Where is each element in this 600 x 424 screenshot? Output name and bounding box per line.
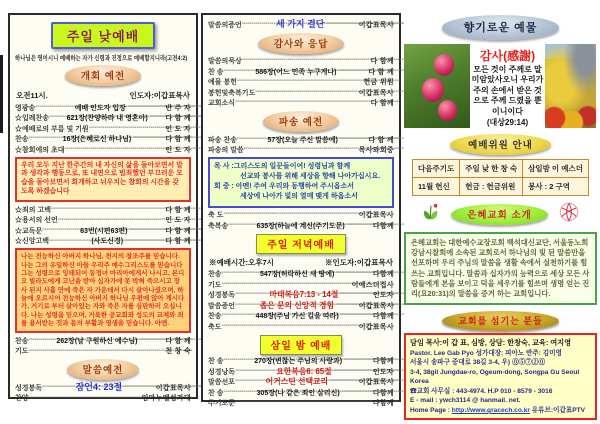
leader-dots xyxy=(223,67,253,77)
sending-section-row xyxy=(208,108,394,134)
fruit-shape xyxy=(434,54,454,76)
word-section-row xyxy=(15,356,191,382)
homepage-url: http://www.gracech.co.kr xyxy=(451,406,530,414)
leader-dots xyxy=(51,205,165,215)
service-line xyxy=(208,210,394,221)
line-right: 다 함 께 xyxy=(165,337,191,345)
service-leader: 인도자:이갑표목사 xyxy=(129,91,190,100)
table-cell: 삼일밤 이 예스더 xyxy=(523,159,589,177)
line-label: ☆예배로의 부름 및 기원 xyxy=(15,125,89,133)
time-leader-line xyxy=(16,90,190,101)
line-center: 270장(변찮는 주님의 사랑과) xyxy=(254,358,343,366)
evening-leader: ※인도자:이갑표목사 xyxy=(325,257,393,267)
church-intro-box: 은혜교회는 대한예수교장로회 백석대신교단, 서울동노회 강남시찰회에 소속된 교회로서 하나님의 빛 된 말씀만을 선포하며 우리 주님의 말씀을 생활 속에서 실천하기를 힘쓰는 교회입니다. 말씀과 십자가의 능력으로 세상 모든 사람들에게 본을 보이고 덕을 세우기를 힘쓰며 생명 얻는 진리(요20:31)의 말씀을 증거 하는 교회입니다. xyxy=(404,232,597,305)
confession-invitation-box: 우리 모두 지난 한주간의 내 자신의 삶을 돌아보면서 말과 생각과 행동으로, 또 내면으로 범죄했던 부끄러운 모습을 돌아보면서 회개하고 뉘우치는 참회의 시간을 갖도록 하겠습니다 xyxy=(15,157,191,203)
service-line xyxy=(208,19,394,30)
service-line xyxy=(208,98,394,109)
line-right: 다 함 께 xyxy=(368,68,395,76)
leader-dots xyxy=(29,134,61,144)
evening-service-row xyxy=(208,231,394,255)
opening-section-row xyxy=(15,62,191,88)
leader-dots xyxy=(347,221,373,231)
line-label: 파송 찬송 xyxy=(208,136,237,144)
line-center: 예배 인도자 입장 xyxy=(74,104,126,112)
line-label: 주기도문 xyxy=(208,400,236,408)
leader-dots xyxy=(336,301,359,311)
servants-title-row xyxy=(404,307,597,333)
line-label: 성경봉독 xyxy=(208,292,236,300)
line-label: 영광송 xyxy=(15,104,36,112)
line-label: 파송의 말씀 xyxy=(208,147,244,154)
leader-dots xyxy=(125,237,165,247)
line-center: 305장(나 같은 죄인 살리신) xyxy=(256,389,340,397)
line-label: ☆신앙고백 xyxy=(15,238,50,246)
info-panel xyxy=(404,13,597,413)
pastor-line: 담임 목사:이 갑 표, 심방, 상담: 한창숙, 교육: 여지영 xyxy=(410,338,572,348)
line-label: 찬송 xyxy=(15,337,29,345)
service-line xyxy=(208,398,394,409)
service-line xyxy=(208,311,394,322)
line-center: 요한복음6: 65절 xyxy=(276,366,332,376)
line-label: 찬송 xyxy=(15,136,29,143)
line-right: 다함께 xyxy=(372,389,394,397)
address-kr-line: 서울시 송파구 중대로 38길 3-4, 우) ⓪⑤⑦②⓪ xyxy=(410,359,545,367)
line-center: 16장(은혜로신 하나님) xyxy=(62,136,132,143)
line-right: 다함께 xyxy=(372,400,394,408)
table-cell: 다음주기도 xyxy=(413,159,460,177)
line-right: 다함께 xyxy=(372,358,394,366)
leader-dots xyxy=(222,311,254,321)
sermon-and-evening-panel xyxy=(201,13,401,408)
benediction-lines xyxy=(208,210,394,231)
leader-dots xyxy=(133,134,165,144)
leader-dots xyxy=(29,336,55,346)
line-right: 이갑표목사 xyxy=(358,89,394,97)
opening-section-header: 개회 예전 xyxy=(65,65,141,86)
leader-dots xyxy=(223,388,254,398)
thanks-section-row xyxy=(208,30,394,56)
service-line xyxy=(15,123,191,134)
address-en-line: 3-4, 38gil Jungdae-ro, Ogeum-dong, Songpa Gu Seoul Korea xyxy=(410,368,580,386)
committee-title-row xyxy=(404,128,597,158)
service-line xyxy=(15,236,191,247)
line-right: 인도자 xyxy=(372,368,394,376)
offering-title: 향기로운 예물 xyxy=(442,15,560,40)
line-label: 찬 송 xyxy=(208,68,224,76)
service-line xyxy=(208,356,394,367)
line-label: 말씀선포 xyxy=(208,379,236,387)
thanksgiving-reference: (대상29:14) xyxy=(486,117,529,127)
line-label: 봉헌및축복기도 xyxy=(208,89,256,97)
line-right: 다 함께 xyxy=(370,100,394,107)
leader-dots xyxy=(129,226,165,236)
service-line xyxy=(208,387,394,398)
fruit-photo xyxy=(404,44,470,128)
leader-dots xyxy=(237,77,364,87)
line-label: 성경봉독 xyxy=(15,384,43,392)
committee-title: 예배위원 안내 xyxy=(450,134,551,155)
service-line xyxy=(208,56,394,67)
word-section-header: 말씀예전 xyxy=(67,359,140,380)
line-label: ☆참회에의 초대 xyxy=(15,146,65,154)
worship-verse: 하나님은 영이시니 예배하는 자가 신령과 진정으로 예배할지니라(고전4:2) xyxy=(15,55,188,62)
leader-dots xyxy=(139,336,165,346)
leader-dots xyxy=(29,347,166,357)
leader-dots xyxy=(65,145,166,155)
line-label: 말씀증언 xyxy=(208,302,236,310)
line-right: 다함께 xyxy=(372,313,395,321)
line-center: (사도신경) xyxy=(91,238,124,246)
leader-dots xyxy=(58,216,166,226)
line-center: 448장(주님 가신 길을 따라) xyxy=(255,313,339,321)
leader-dots xyxy=(341,311,373,321)
service-line xyxy=(15,225,191,236)
leader-dots xyxy=(222,269,258,279)
leader-dots xyxy=(327,20,359,30)
line-right: 다함께 xyxy=(372,271,395,279)
line-label: ☆입례찬송 xyxy=(15,115,50,122)
wednesday-order-lines xyxy=(208,356,394,409)
line-right: 인도자 xyxy=(372,292,394,300)
line-right: 반 주 자 xyxy=(165,104,191,112)
line-right: 헌금 위원 xyxy=(363,79,394,86)
service-line xyxy=(15,393,191,404)
service-line xyxy=(15,346,191,357)
line-center: 세 가지 결단 xyxy=(276,18,325,29)
phone-line: ☎교회 사무실 : 443-4974. H.P 010 - 8579 - 3016 xyxy=(410,387,553,395)
confession-order-lines xyxy=(15,204,191,246)
line-right: 이갑표목사 xyxy=(155,384,192,392)
line-label: 축 도 xyxy=(208,212,224,220)
line-label: 축복송 xyxy=(208,222,229,230)
line-right: 다 함 께 xyxy=(165,115,191,122)
line-right: 이갑표목사 xyxy=(358,323,394,331)
service-line xyxy=(208,269,394,280)
servants-title: 교회를 섬기는 분들 xyxy=(442,311,559,331)
table-row xyxy=(413,159,589,177)
line-center: 마태복음7:13 - 14절 xyxy=(269,290,339,300)
line-center: 63번(시편63편) xyxy=(80,227,128,235)
youtube-label: 유튜브:이갑표PTV xyxy=(529,406,586,414)
leader-dots xyxy=(242,56,371,66)
fruit-shape xyxy=(438,100,457,121)
email-line: E - mail : ywch3114 @ hanmail. net. xyxy=(410,397,521,405)
thanksgiving-panel xyxy=(470,44,545,128)
table-cell: 주일 낮 한 창 숙 xyxy=(460,159,523,177)
leader-dots xyxy=(49,237,89,247)
line-label: ☆교독문 xyxy=(15,227,43,235)
leader-dots xyxy=(235,377,264,387)
leader-dots xyxy=(342,388,373,398)
leader-dots xyxy=(235,98,371,108)
thanks-section-header: 감사와 응답 xyxy=(258,33,345,54)
line-center: 586장(어느 민족 누구게나) xyxy=(255,68,337,76)
offering-title-row xyxy=(404,13,597,44)
line-center: 262장(날 구원하신 예수님) xyxy=(56,337,138,345)
line-label: 말씀의증언 xyxy=(208,21,242,29)
leader-dots xyxy=(222,322,359,332)
offering-photos xyxy=(404,44,596,128)
leader-dots xyxy=(223,210,358,220)
wednesday-service-row xyxy=(208,332,394,356)
leader-dots xyxy=(244,145,359,155)
plant-icon xyxy=(421,202,441,227)
leader-dots xyxy=(242,20,274,30)
leader-dots xyxy=(29,394,142,404)
leader-dots xyxy=(35,103,72,113)
service-line xyxy=(15,113,191,124)
line-right: 천 창 숙 xyxy=(165,348,191,356)
leader-dots xyxy=(336,269,372,279)
line-center: 어거스틴 선택교리 xyxy=(265,377,329,387)
line-center: 좁은 문의 신앙적 경험 xyxy=(259,300,335,310)
leader-dots xyxy=(228,221,254,231)
line-right: 다 함 께 xyxy=(165,136,191,143)
line-right: 다 함께 xyxy=(370,58,394,65)
line-right: 인 도 자 xyxy=(165,125,191,133)
line-label: 찬송 xyxy=(208,313,222,321)
table-cell: 봉사 : 2 구역 xyxy=(523,177,589,195)
line-label: 말씀의묵상 xyxy=(208,58,242,65)
charge-line: 목 사 :그리스도의 일꾼들이여! 성령님과 함께 xyxy=(214,163,351,170)
line-center: 621장(찬양하라 내 영혼아) xyxy=(66,115,148,122)
sunday-day-service-panel xyxy=(8,13,198,403)
table-row xyxy=(413,177,589,195)
line-right: 이갑표목사 xyxy=(358,302,395,310)
line-right: 다 함 께 xyxy=(165,238,191,246)
leader-dots xyxy=(255,88,358,98)
line-right: 인 도 자 xyxy=(165,217,191,225)
leader-dots xyxy=(237,135,265,145)
line-label: 찬 송 xyxy=(208,389,224,397)
hymn-prayer-lines xyxy=(15,335,191,356)
line-right: 다 함 께 xyxy=(368,136,394,144)
service-line xyxy=(208,300,394,311)
service-line xyxy=(15,102,191,113)
service-line xyxy=(208,87,394,98)
leader-dots xyxy=(235,301,258,311)
leader-dots xyxy=(42,383,74,393)
line-center: 잠언4: 23절 xyxy=(75,381,123,392)
charge-line: 회 중 : 아멘! 주여 우리와 동행하여 주시옵소서 xyxy=(214,183,354,191)
service-line xyxy=(208,220,394,231)
leader-dots xyxy=(340,290,372,300)
line-center: 547장(허락하신 새 땅에) xyxy=(260,271,335,279)
line-center: 57장(오늘 주신 말씀에) xyxy=(267,136,338,144)
table-cell: 헌금 : 헌금위원 xyxy=(460,177,523,195)
fruit-shape xyxy=(422,78,444,102)
sending-order-lines xyxy=(208,134,394,155)
service-line xyxy=(208,145,394,156)
scripture-lines xyxy=(15,382,191,403)
line-label: ☆죄의 고백 xyxy=(15,206,51,214)
wednesday-service-title: 삼일 밤 예배 xyxy=(260,335,343,355)
sending-charge-box xyxy=(208,157,394,208)
line-right: 임마누엘성가대 xyxy=(141,395,191,403)
line-right: 다함께 xyxy=(372,222,395,230)
evening-info-line xyxy=(209,257,393,268)
autumn-photo xyxy=(545,44,596,128)
leader-dots xyxy=(330,377,359,387)
service-line xyxy=(208,279,394,290)
service-line xyxy=(208,134,394,145)
line-label: ☆용서의 선언 xyxy=(15,217,58,225)
leader-dots xyxy=(128,103,165,113)
evening-time: ※예배시간:오후7시 xyxy=(209,257,274,267)
sermon-title-line xyxy=(208,19,394,30)
line-label: 교회소식 xyxy=(208,100,236,107)
leader-dots xyxy=(42,226,78,236)
line-label: 기도 xyxy=(208,281,222,289)
leader-dots xyxy=(340,135,368,145)
worship-committee-table xyxy=(412,159,589,196)
table-cell: 11월 헌신 xyxy=(413,177,460,195)
staff-line: Pastor. Lee Gab Pyo 성가대장: 피아노 반주: 김미영 xyxy=(410,349,562,357)
line-right: 이갑표목사 xyxy=(358,212,394,220)
scan-artifact xyxy=(0,55,3,133)
service-line xyxy=(208,290,394,301)
line-right: 인 도 자 xyxy=(165,146,191,154)
line-label: 예물 봉헌 xyxy=(208,79,237,86)
opening-order-lines xyxy=(15,102,191,155)
evening-order-lines xyxy=(208,269,394,332)
service-line xyxy=(15,335,191,346)
service-time: 오전11시. xyxy=(16,91,48,100)
line-label: 찬송 xyxy=(208,271,222,279)
leader-dots xyxy=(124,383,156,393)
service-line xyxy=(15,382,191,393)
church-intro-title-row xyxy=(404,201,597,228)
homepage-line xyxy=(410,406,591,416)
leader-dots xyxy=(223,356,252,366)
charge-line: 세상에 나아가 빛의 열매 맺게 하옵소서 xyxy=(240,193,358,201)
service-line xyxy=(208,77,394,88)
line-right: 이갑표목사 xyxy=(358,379,395,387)
line-right: 이예스더집사 xyxy=(351,281,394,289)
service-line xyxy=(208,366,394,377)
contact-box xyxy=(404,333,597,420)
line-label: 찬 송 xyxy=(208,358,224,366)
line-label: 축도 xyxy=(208,323,222,331)
denomination-logo-icon xyxy=(558,201,580,228)
thanksgiving-title: 감사(感謝) xyxy=(479,49,536,63)
line-center: 635장(하늘에 계신(주기도문) xyxy=(256,222,345,230)
charge-line: 선교와 봉사를 위해 세상을 향해 나아가십시요. xyxy=(240,173,381,181)
sending-section-header: 파송 예전 xyxy=(263,111,339,132)
line-label: 기도 xyxy=(15,348,29,356)
sunday-day-title-row xyxy=(15,20,191,49)
thanksgiving-verse: 모든 것이 주께로 말미암았사오니 우리가 주의 손에서 받은 것으로 주께 드렸을 뿐이니이다 xyxy=(471,65,544,116)
leader-dots xyxy=(334,367,373,377)
line-right: 목사와회중 xyxy=(358,147,394,154)
line-right: 다 함 께 xyxy=(165,227,191,235)
service-line xyxy=(208,66,394,77)
leader-dots xyxy=(235,398,373,408)
line-right: 이갑표목사 xyxy=(358,21,395,29)
leader-dots xyxy=(49,113,65,123)
apostles-creed-box: 나는 전능하신 아버지 하나님, 천지의 창조주를 믿습니다. 나는 그의 유일하신 아들 우리주 예수그리스도를 믿습니다 그는 성령으로 잉태되어 동정녀 마리아에게서 나시고, 본디오 빌라도에게 고난을 받아 십자가에 못 박혀 죽으시고 장사 된지 사흘 만에 죽은 자 가운데서 다시 살아나셨으며, 하늘에 오르시어 전능하신 아버지 하나님 우편에 앉아 계시다가, 거기로 부터 살아있는 자와 죽은 자를 심판하러 오십니다. 나는 성령을 믿으며, 거룩한 공교회와 성도의 교제와 죄를 용서받는 것과 몸의 부활과 영생을 믿습니다. 아멘. xyxy=(15,248,191,333)
service-line xyxy=(208,377,394,388)
leader-dots xyxy=(344,356,373,366)
evening-service-title: 주일 저녁예배 xyxy=(256,234,346,254)
line-label: 찬양 xyxy=(15,395,29,403)
service-line xyxy=(15,134,191,145)
service-line xyxy=(15,215,191,226)
service-line xyxy=(15,204,191,215)
service-line xyxy=(208,321,394,332)
thanks-order-lines xyxy=(208,56,394,109)
line-label: 성경낭독 xyxy=(208,368,236,376)
leader-dots xyxy=(150,113,166,123)
leader-dots xyxy=(338,67,368,77)
service-line xyxy=(15,144,191,155)
homepage-label: Home Page : xyxy=(410,406,452,414)
sunday-day-title: 주일 낮예배 xyxy=(51,22,155,49)
line-right: 다 함 께 xyxy=(165,206,191,214)
church-intro-title: 은혜교회 소개 xyxy=(451,204,548,225)
leader-dots xyxy=(89,124,166,134)
